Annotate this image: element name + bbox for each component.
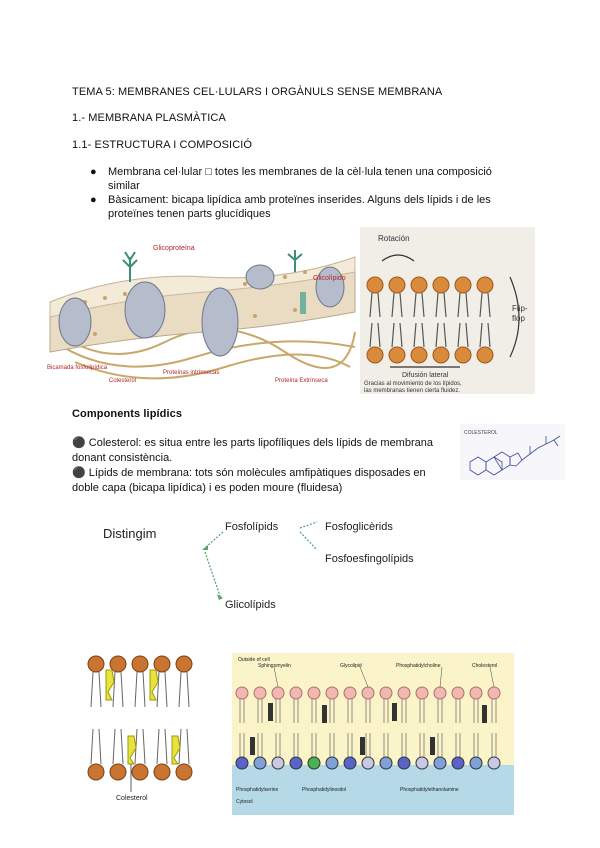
tree-node-glicolipids: Glicolípids bbox=[225, 599, 276, 611]
structure-label: COLESTEROL bbox=[464, 430, 498, 436]
label-cholesterol: Colesterol bbox=[109, 378, 137, 384]
bullet-text: Membrana cel·lular □ totes les membranes de la cèl·lula tenen una composició similar bbox=[108, 166, 492, 192]
list-item bbox=[90, 165, 510, 193]
label-cytosol: Cytosol bbox=[236, 799, 253, 805]
bullet-marker: ● bbox=[90, 194, 97, 206]
list-item bbox=[90, 193, 510, 221]
label-flop: flop bbox=[512, 314, 525, 323]
label-phosphatidylinositol: Phosphatidylinositol bbox=[302, 787, 347, 793]
tree-node-fosfoesfingolipids: Fosfoesfingolípids bbox=[325, 553, 414, 565]
label-phosphatidylethanolamine: Phosphatidylethanolamine bbox=[400, 787, 459, 793]
label-cholesterol-bilayer: Colesterol bbox=[116, 795, 148, 802]
lipid-classification-tree bbox=[95, 510, 435, 620]
label-lateral-diffusion: Difusión lateral bbox=[402, 372, 449, 379]
label-extrinsic-protein: Proteína Extrínseca bbox=[275, 378, 328, 384]
label-glycolipid: Glicolípido bbox=[313, 275, 346, 282]
section-heading: 1.- MEMBRANA PLASMÀTICA bbox=[72, 112, 226, 124]
cholesterol-paragraph: ⚫ Colesterol: es situa entre les parts lipofíliques dels lípids de membrana donant consistència. bbox=[72, 437, 433, 464]
tree-root: Distingim bbox=[103, 526, 157, 541]
lipid-movement-figure bbox=[360, 227, 535, 394]
label-phosphatidylserine: Phosphatidylserine bbox=[236, 787, 279, 793]
arrow-to-fosfoesfingolipids bbox=[300, 532, 317, 550]
label-phosphatidylcholine: Phosphatidylcholine bbox=[396, 663, 441, 669]
components-title: Components lipídics bbox=[72, 408, 183, 420]
arrow-to-fosfoglicerids bbox=[300, 522, 317, 528]
bullet-list bbox=[90, 165, 510, 221]
label-rotation: Rotación bbox=[378, 234, 410, 243]
cholesterol-bilayer-figure bbox=[86, 652, 196, 802]
tree-node-fosfoglicerids: Fosfoglicèrids bbox=[325, 521, 393, 533]
caption-line-2: las membranas tienen cierta fluidez. bbox=[364, 388, 461, 394]
arrow-to-glicolipids bbox=[205, 552, 220, 596]
label-intrinsic-proteins: Proteínas intrínsecas bbox=[163, 370, 220, 376]
label-bilayer: Bicamada fosfolipídica bbox=[47, 365, 108, 371]
bullet-text: Bàsicament: bicapa lipídica amb proteïnes inserides. Alguns dels lípids i de les proteïnes tenen parts glucídiques bbox=[108, 194, 491, 220]
subsection-heading: 1.1- ESTRUCTURA I COMPOSICIÓ bbox=[72, 139, 253, 151]
label-glycoprotein: Glicoproteína bbox=[153, 245, 195, 252]
caption-line-1: Gracias al movimiento de los lípidos, bbox=[364, 381, 462, 387]
label-glycolipid: Glycolipid bbox=[340, 663, 362, 669]
cholesterol-structure-image bbox=[460, 424, 565, 480]
bullet-marker: ● bbox=[90, 166, 97, 178]
membrane-structure-figure bbox=[45, 232, 360, 392]
membrane-lipids-paragraph: ⚫ Lípids de membrana: tots són molècules amfipàtiques disposades en doble capa (bicapa lipídica) i es poden moure (fluidesa) bbox=[72, 467, 426, 494]
label-flip: Flip- bbox=[512, 304, 528, 313]
label-outside-of-cell: Outside of cell bbox=[238, 657, 270, 663]
detailed-membrane-figure bbox=[232, 653, 514, 815]
label-cholesterol-detailed: Cholesterol bbox=[472, 663, 498, 669]
topic-title: TEMA 5: MEMBRANES CEL·LULARS I ORGÀNULS SENSE MEMBRANA bbox=[72, 86, 443, 98]
tree-node-fosfolipids: Fosfolípids bbox=[225, 521, 279, 533]
label-sphingomyelin: Sphingomyelin bbox=[258, 663, 291, 669]
